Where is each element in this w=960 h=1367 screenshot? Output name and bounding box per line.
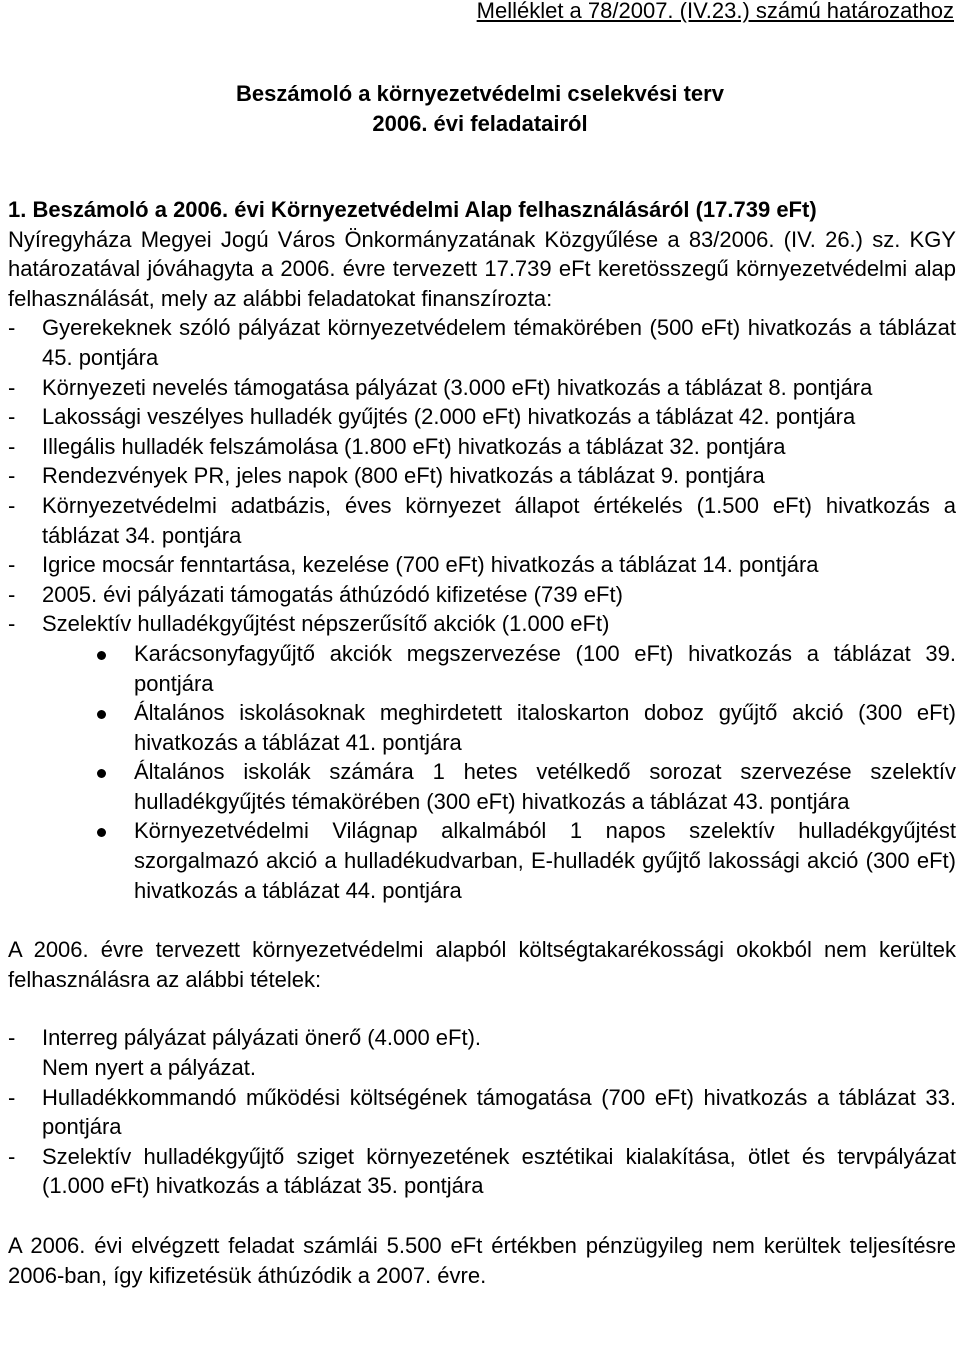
list-item: - Szelektív hulladékgyűjtést népszerűsítő akciók (1.000 eFt) (8, 611, 610, 637)
bullet-icon (97, 651, 106, 660)
title-line-1: Beszámoló a környezetvédelmi cselekvési terv (236, 81, 724, 106)
bullet-item: Környezetvédelmi Világnap alkalmából 1 napos szelektív hulladékgyűjtést szorgalmazó akció a hulladékudvarban, E-hulladék gyűjtő lakossági akció (300 eFt) hivatkozás a táblázat 44. pontjára (134, 816, 956, 905)
spacer (8, 994, 956, 1023)
list-item: - Hulladékkommandó működési költségének támogatása (700 eFt) hivatkozás a táblázat 33. pontjára (8, 1084, 956, 1140)
spacer (8, 1201, 956, 1231)
bullet-icon (97, 769, 106, 778)
list-item: - Igrice mocsár fenntartása, kezelése (700 eFt) hivatkozás a táblázat 14. pontjára (8, 552, 819, 578)
bullet-icon (97, 710, 106, 719)
savings-intro: A 2006. évre tervezett környezetvédelmi alapból költségtakarékossági okokból nem kerültek felhasználásra az alábbi tételek: (8, 937, 956, 992)
bullet-item: Általános iskolásoknak meghirdetett italoskarton doboz gyűjtő akció (300 eFt) hivatkozás a táblázat 41. pontjára (134, 698, 956, 757)
section-1-heading: 1. Beszámoló a 2006. évi Környezetvédelmi Alap felhasználásáról (17.739 eFt) (8, 197, 817, 222)
list-item: - 2005. évi pályázati támogatás áthúzódó kifizetése (739 eFt) (8, 581, 623, 607)
bullet-item: Karácsonyfagyűjtő akciók megszervezése (100 eFt) hivatkozás a táblázat 39. pontjára (134, 639, 956, 698)
document-title (0, 79, 960, 138)
bullet-item: Általános iskolák számára 1 hetes vetélkedő sorozat szervezése szelektív hulladékgyűjtés témakörében (300 eFt) hivatkozás a táblázat 43. pontjára (134, 757, 956, 816)
list-item: - Gyerekeknek szóló pályázat környezetvédelem témakörében (500 eFt) hivatkozás a táblázat 45. pontjára (8, 315, 956, 370)
funded-items-list (8, 313, 956, 639)
list-item: - Interreg pályázat pályázati önerő (4.000 eFt). Nem nyert a pályázat. (8, 1025, 482, 1081)
list-item: - Lakossági veszélyes hulladék gyűjtés (2.000 eFt) hivatkozás a táblázat 42. pontjára (8, 404, 856, 430)
annex-reference: Melléklet a 78/2007. (IV.23.) számú határozathoz (476, 0, 954, 23)
campaign-bullet-list (8, 639, 956, 905)
title-line-2: 2006. évi feladatairól (372, 110, 588, 136)
list-item: - Rendezvények PR, jeles napok (800 eFt) hivatkozás a táblázat 9. pontjára (8, 463, 765, 489)
bullet-icon (97, 828, 106, 837)
list-item: - Illegális hulladék felszámolása (1.800 eFt) hivatkozás a táblázat 32. pontjára (8, 433, 786, 459)
document-body (8, 195, 956, 1290)
spacer (8, 905, 956, 935)
closing-paragraph: A 2006. évi elvégzett feladat számlái 5.500 eFt értékben pénzügyileg nem kerültek teljesítésre 2006-ban, így kifizetésük áthúzódik a 2007. évre. (8, 1233, 956, 1288)
list-item: - Környezeti nevelés támogatása pályázat (3.000 eFt) hivatkozás a táblázat 8. pontjára (8, 374, 873, 400)
savings-list (8, 1023, 956, 1201)
list-item: - Környezetvédelmi adatbázis, éves környezet állapot értékelés (1.500 eFt) hivatkozás a táblázat 34. pontjára (8, 492, 956, 548)
list-item: - Szelektív hulladékgyűjtő sziget környezetének esztétikai kialakítása, ötlet és tervpályázat (1.000 eFt) hivatkozás a táblázat 35. pontjára (8, 1143, 956, 1199)
savings-item-note: Nem nyert a pályázat. (42, 1055, 256, 1081)
section-1-intro: Nyíregyháza Megyei Jogú Város Önkormányzatának Közgyűlése a 83/2006. (IV. 26.) sz. KGY határozatával jóváhagyta a 2006. évre tervezett 17.739 eFt keretösszegű környezetvédelmi alap felhasználását, mely az alábbi feladatokat finanszírozta: (8, 226, 956, 311)
